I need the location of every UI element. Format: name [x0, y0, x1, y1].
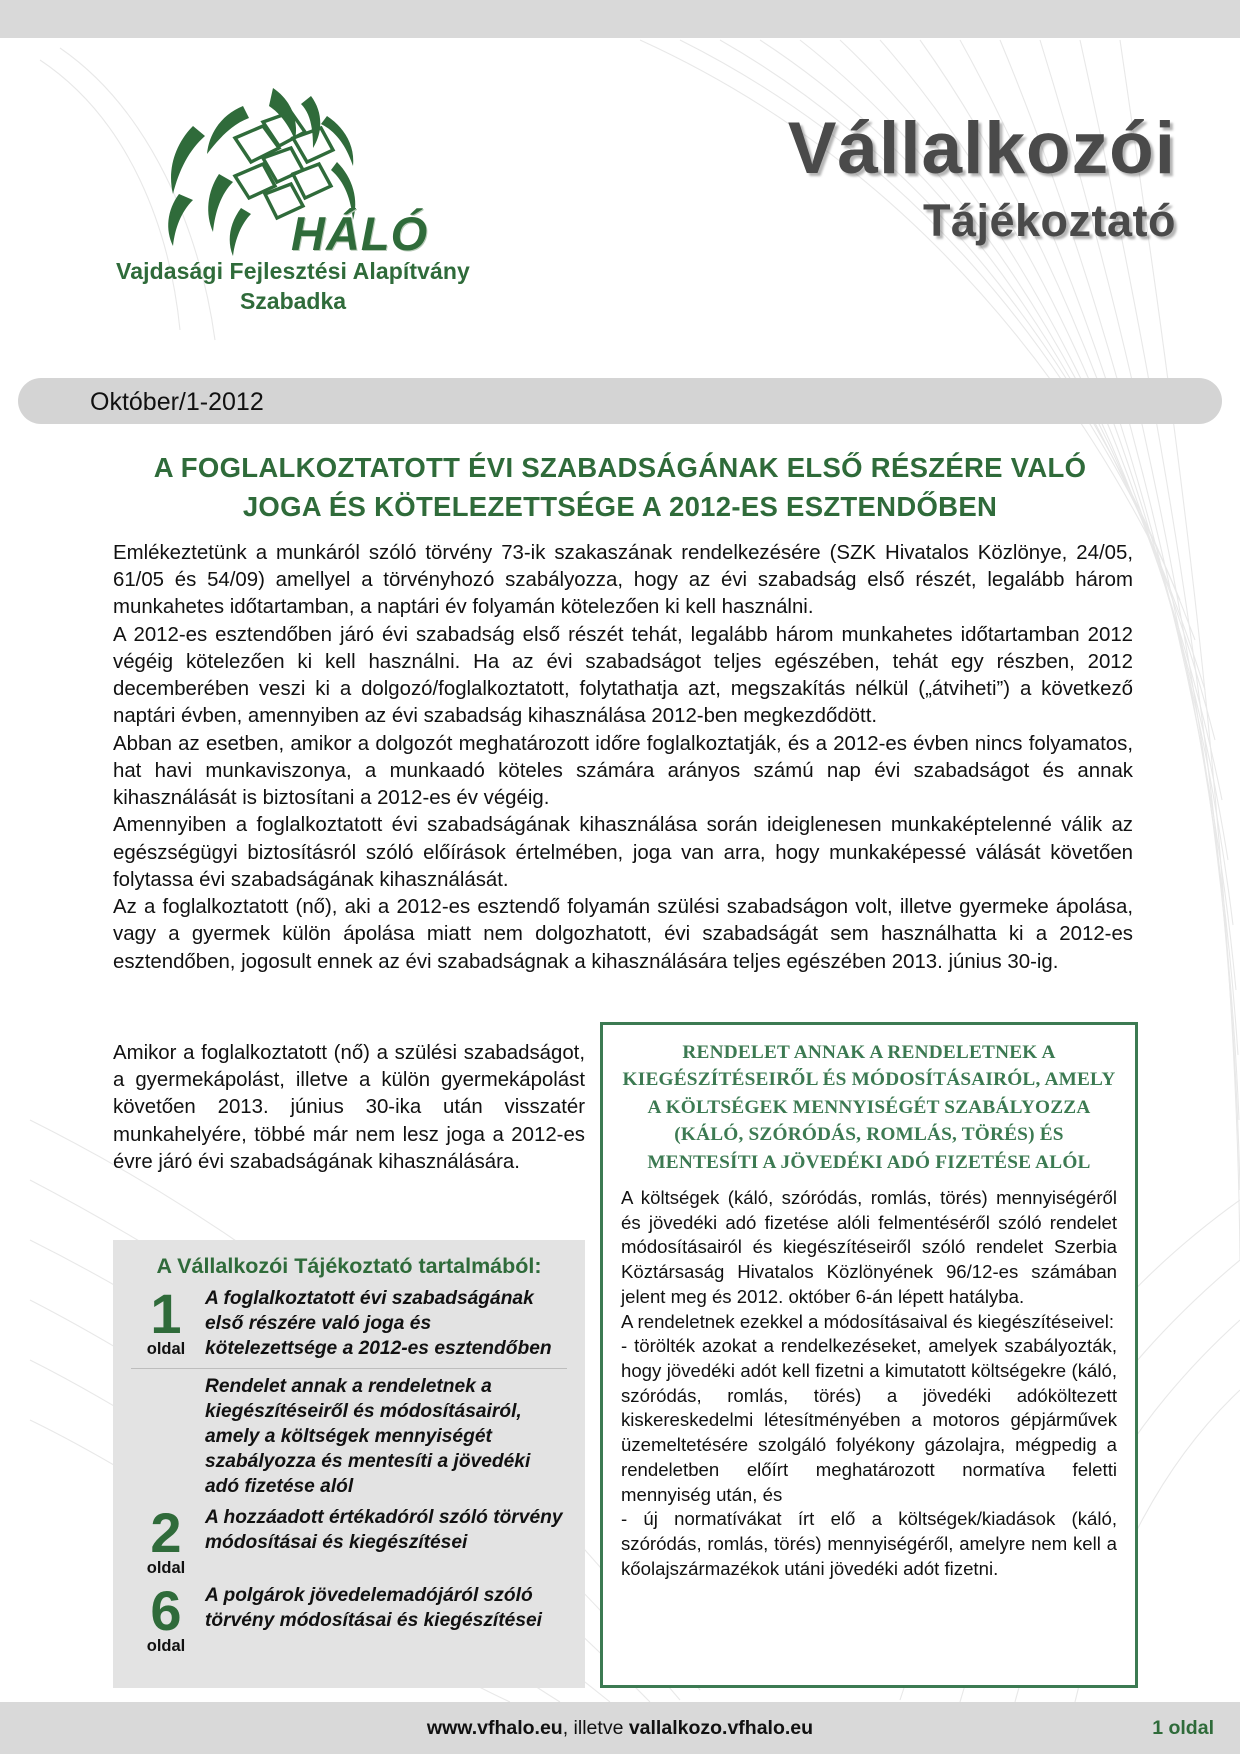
publication-subtitle: Tájékoztató: [922, 195, 1176, 246]
article-paragraph-narrow: Amikor a foglalkoztatott (nő) a szülési szabadságot, a gyermekápolást, illetve a külön gyermekápolást követően 2013. június 30-ika után visszatér munkahelyére, többé már nem lesz joga a 2012-es évre járó évi szabadságának kihasználására.: [113, 1042, 585, 1173]
toc-item[interactable]: [131, 1282, 567, 1362]
toc-item[interactable]: [131, 1375, 567, 1500]
toc-page-number: [131, 1578, 201, 1656]
sidebar-article-title: RENDELET ANNAK A RENDELETNEK A KIEGÉSZÍTÉSEIRŐL ÉS MÓDOSÍTÁSAIRÓL, AMELY A KÖLTSÉGEK MENNYISÉGÉT SZABÁLYOZZA (KÁLÓ, SZÓRÓDÁS, ROMLÁS, TÖRÉS) ÉS MENTESÍTI A JÖVEDÉKI ADÓ FIZETÉSE ALÓL: [622, 1042, 1116, 1173]
logo-block: [78, 66, 508, 315]
foundation-name: Vajdasági Fejlesztési Alapítvány: [116, 258, 470, 284]
issn-bar: [0, 0, 1240, 38]
toc-divider: [131, 1368, 567, 1369]
footer-links: [0, 1717, 1240, 1740]
toc-item-text: A hozzáadott értékadóról szóló törvény módosításai és kiegészítései: [205, 1506, 563, 1553]
sidebar-paragraph: A költségek (káló, szóródás, romlás, törés) mennyiségéről és jövedéki adó fizetése alóli felmentéséről szóló rendelet módosításairól és kiegészítéseiről szóló rendelet Szerbia Köztársaság Hivatalos Közlönyének 96/12-es számában jelent meg és 2012. október 6-án lépett hatályba.: [621, 1186, 1117, 1307]
article-paragraph: Az a foglalkoztatott (nő), aki a 2012-es esztendő folyamán szülési szabadságon volt, illetve gyermeke ápolása, vagy a gyermek külön ápolása miatt nem dolgozhatott, évi szabadságát sem használhatta ki a 2012-es esztendőben, jogosult ennek az évi szabadságnak a kihasználására teljes egészében 2013. június 30-ig.: [113, 896, 1133, 973]
toc-page-word: oldal: [146, 1637, 186, 1655]
toc-item-text: A polgárok jövedelemadójáról szóló törvény módosításai és kiegészítései: [205, 1584, 542, 1631]
footer-link-separator: , illetve: [562, 1717, 629, 1739]
footer-link-primary[interactable]: www.vfhalo.eu: [426, 1717, 563, 1739]
table-of-contents: [113, 1240, 585, 1688]
article-heading: [60, 448, 1180, 526]
halo-wordmark: HÁLÓ: [291, 207, 429, 260]
toc-page-word: oldal: [146, 1558, 186, 1577]
article-paragraph: Amennyiben a foglalkoztatott évi szabadságának kihasználása során ideiglenesen munkaképtelenné válik az egészségügyi biztosításról szóló előírások értelmében, joga van arra, hogy munkaképessé válását követően folytassa évi szabadságának kihasználását.: [113, 814, 1133, 891]
toc-item[interactable]: [131, 1500, 567, 1578]
halo-logo-icon: [123, 66, 463, 260]
article-paragraph: A 2012-es esztendőben járó évi szabadság első részét tehát, legalább három munkahetes időtartamban 2012 végéig kötelezően ki kell használni. Ha az évi szabadságot teljes egészében, tehát egy részben, 2012 decemberében veszi ki a dolgozó/foglalkoztatott, folytathatja azt, megszakítás nélkül („átviheti”) a következő naptári évben, amennyiben az évi szabadság kihasználása 2012-ben megkezdődött.: [113, 623, 1133, 728]
publication-title: Vállalkozói: [787, 108, 1176, 189]
masthead: [0, 38, 1240, 368]
sidebar-article-box: [600, 1022, 1138, 1688]
toc-item-text: A foglalkoztatott évi szabadságának első részére való joga és kötelezettsége a 2012-es esztendőben: [205, 1288, 552, 1359]
article-heading-line-1: A FOGLALKOZTATOTT ÉVI SZABADSÁGÁNAK ELSŐ RÉSZÉRE VALÓ: [153, 452, 1087, 483]
toc-number: 6: [150, 1578, 182, 1642]
publication-title-block: [576, 108, 1176, 247]
toc-page-number: [131, 1282, 201, 1359]
article-paragraph: Emlékeztetünk a munkáról szóló törvény 73-ik szakaszának rendelkezésére (SZK Hivatalos Közlönye, 24/05, 61/05 és 54/09) amellyel a törvényhozó szabályozza, hogy az évi szabadság első részét, legalább három munkahetes időtartamban, a naptári év folyamán kötelezően ki kell használni.: [113, 542, 1133, 619]
footer-link-secondary[interactable]: vallalkozo.vfhalo.eu: [628, 1717, 814, 1739]
issue-label: Október/1-2012: [90, 388, 264, 416]
toc-item-text: Rendelet annak a rendeletnek a kiegészítéseiről és módosításairól, amely a költségek mennyiségét szabályozza és mentesíti a jövedéki adó fizetése alól: [205, 1375, 531, 1497]
article-paragraph: Abban az esetben, amikor a dolgozót meghatározott időre foglalkoztatják, és a 2012-es évben nincs folyamatos, hat havi munkaviszonya, a munkaadó köteles számára arányos számú nap évi szabadságot és annak kihasználását is biztosítani a 2012-es év végéig.: [113, 732, 1133, 810]
toc-number: 1: [150, 1282, 182, 1345]
sidebar-paragraph: - törölték azokat a rendelkezéseket, amelyek szabályozták, hogy jövedéki adót kell fizetni a kimutatott költségekre (káló, szóródás, romlás, törés) a jövedéki adóköltezett kiskereskedelmi létesítményében a motoros gépjárművek üzemeltetésére szolgáló folyékony gázolajra, mégpedig a rendeletben előírt meghatározott normatíva feletti mennyiség után, és: [621, 1335, 1117, 1505]
toc-number: 2: [150, 1500, 182, 1564]
sidebar-paragraph: - új normatívákat írt elő a költségek/kiadások (káló, szóródás, romlás, törés) mennyiségéről, amelyre nem kell a kőolajszármazékok utáni jövedéki adót fizetni.: [621, 1508, 1117, 1579]
footer-page-number: 1 oldal: [1152, 1717, 1214, 1739]
article-heading-line-2: JOGA ÉS KÖTELEZETTSÉGE A 2012-ES ESZTENDŐBEN: [242, 491, 998, 523]
article-body-narrow: [113, 1040, 585, 1176]
toc-page-word: oldal: [146, 1340, 186, 1359]
foundation-city: Szabadka: [239, 288, 347, 314]
toc-page-number: [131, 1500, 201, 1578]
toc-item[interactable]: [131, 1578, 567, 1656]
toc-title: A Vállalkozói Tájékoztató tartalmából:: [156, 1254, 542, 1278]
article-body: [113, 540, 1133, 976]
sidebar-paragraph: A rendeletnek ezekkel a módosításaival és kiegészítéseivel:: [621, 1310, 1115, 1332]
